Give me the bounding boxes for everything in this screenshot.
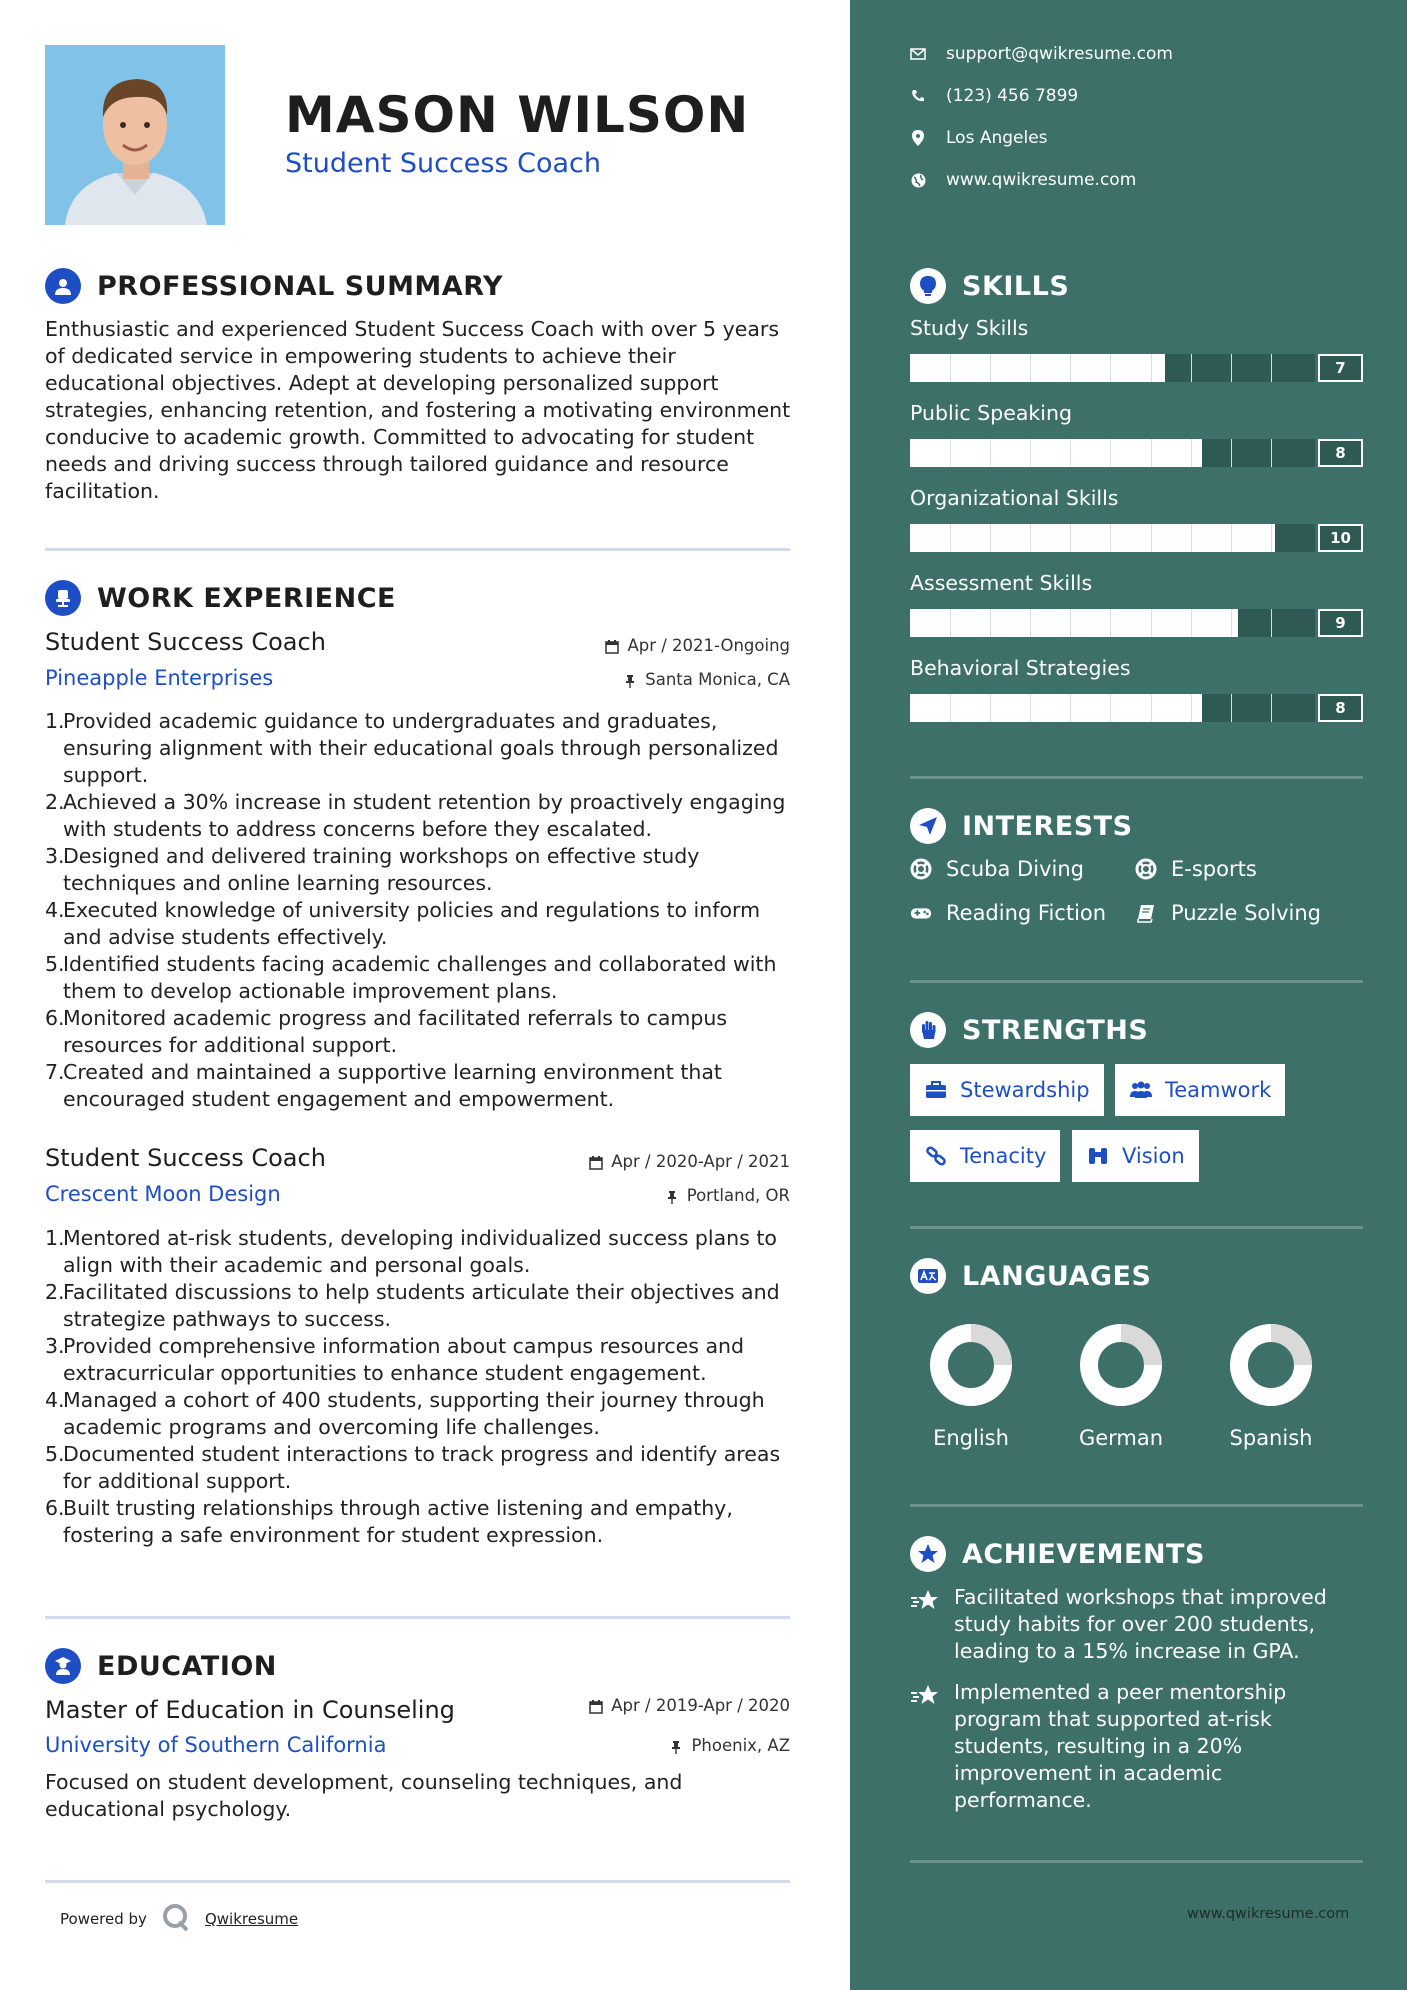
language-label: German [1078,1426,1164,1450]
phone-icon [910,88,926,104]
skill-score: 7 [1318,354,1363,382]
job-dates [605,636,790,655]
interests-title: INTERESTS [962,810,1133,842]
skill-bar-tick [1231,609,1232,637]
skill-bar-fill [910,439,1202,467]
skills-heading [910,268,1069,304]
lifebuoy-icon [910,858,932,880]
pin-icon [665,1189,679,1203]
strength-label: Teamwork [1165,1078,1272,1102]
skill-bar-tick [1110,354,1111,382]
skill-score: 10 [1318,524,1363,552]
list-item: 7. Created and maintained a supportive learning environment that encouraged student engagement and empowerment. [45,1060,722,1111]
skill-bar-tick [1110,524,1111,552]
skill-bar [910,609,1315,637]
skill-label: Behavioral Strategies [910,656,1131,680]
languages-heading [910,1258,1151,1294]
work-heading [45,580,396,616]
language-label: English [933,1426,1009,1450]
skill-bar-tick [1271,524,1272,552]
calendar-icon [589,1699,603,1713]
strength-chip [1115,1064,1285,1116]
calendar-icon [605,639,619,653]
binoculars-icon [1086,1146,1110,1166]
hand-icon [910,1012,946,1048]
skill-score: 8 [1318,694,1363,722]
interest-item [910,901,1106,925]
skill-bar [910,694,1315,722]
strength-label: Tenacity [960,1144,1047,1168]
languages-title: LANGUAGES [962,1260,1152,1292]
skill-bar-tick [1151,354,1152,382]
skill-bar-tick [990,439,991,467]
strengths-heading [910,1012,1148,1048]
skill-bar-tick [1231,439,1232,467]
job-dates-text: Apr / 2021-Ongoing [627,636,790,655]
skill-label: Study Skills [910,316,1029,340]
list-item: 3. Designed and delivered training workshops on effective study techniques and online learning resources. [45,844,700,895]
company-name: Crescent Moon Design [45,1182,281,1206]
skill-bar-tick [990,524,991,552]
divider [910,1860,1363,1863]
work-title: WORK EXPERIENCE [97,582,396,614]
skill-bar-tick [1271,694,1272,722]
divider [910,776,1363,779]
list-item: 4. Managed a cohort of 400 students, supporting their journey through academic programs and overcoming life challenges. [45,1388,765,1439]
skill-bar-fill [910,694,1202,722]
language-ring [1076,1320,1166,1410]
skill-bar-tick [1191,354,1192,382]
strength-chip [910,1130,1060,1182]
interest-item [910,857,1084,881]
skill-bar-tick [1070,694,1071,722]
duty-list [45,708,795,1113]
language-item [896,1320,1046,1450]
language-ring [926,1320,1016,1410]
strengths-title: STRENGTHS [962,1014,1149,1046]
pin-icon [669,1739,683,1753]
skill-score: 8 [1318,439,1363,467]
list-item: 5. Identified students facing academic challenges and collaborated with them to develop actionable improvement plans. [45,952,777,1003]
skill-bar-tick [1110,694,1111,722]
skill-bar-fill [910,354,1165,382]
user-icon [45,268,81,304]
achievement-text: Implemented a peer mentorship program that supported at-risk students, resulting in a 20% improvement in academic performance. [954,1680,1287,1812]
job-dates-text: Apr / 2020-Apr / 2021 [611,1152,790,1171]
skill-bar-tick [1110,439,1111,467]
skill-bar-tick [990,354,991,382]
list-item: 2. Achieved a 30% increase in student retention by proactively engaging with students to address concerns before they escalated. [45,790,786,841]
contact-website[interactable] [910,170,1136,190]
interest-label: Puzzle Solving [1171,901,1321,925]
contact-phone[interactable] [910,86,1078,106]
list-item: 6. Monitored academic progress and facilitated referrals to campus resources for additional support. [45,1006,728,1057]
skill-label: Organizational Skills [910,486,1119,510]
job-title: Student Success Coach [45,1144,326,1172]
achievement-text: Facilitated workshops that improved study habits for over 200 students, leading to a 15% increase in GPA. [954,1585,1327,1663]
skill-bar [910,524,1315,552]
strength-chip [1072,1130,1199,1182]
skill-bar-tick [1231,354,1232,382]
skill-bar-fill [910,524,1275,552]
skill-bar-tick [1231,694,1232,722]
graduate-icon [45,1648,81,1684]
brand-link[interactable]: Qwikresume [204,1910,299,1928]
strength-label: Vision [1122,1144,1185,1168]
skill-bar-tick [1030,439,1031,467]
achievements-title: ACHIEVEMENTS [962,1538,1205,1570]
email-text: support@qwikresume.com [946,44,1173,64]
list-item: 1. Mentored at-risk students, developing individualized success plans to align with their academic and personal goals. [45,1226,777,1277]
summary-heading [45,268,503,304]
education-heading [45,1648,277,1684]
job-dates [589,1152,790,1171]
education-dates [589,1696,790,1715]
job-location-text: Portland, OR [686,1186,790,1205]
interest-label: Scuba Diving [946,857,1084,881]
divider [910,1226,1363,1229]
skill-score: 9 [1318,609,1363,637]
skill-bar-tick [1231,524,1232,552]
skill-bar-tick [1271,439,1272,467]
lightbulb-icon [910,268,946,304]
briefcase-icon [924,1080,948,1100]
skill-bar-tick [1271,354,1272,382]
skill-bar-tick [990,609,991,637]
users-icon [1129,1080,1153,1100]
list-item: 3. Provided comprehensive information about campus resources and extracurricular opportunities to enhance student engagement. [45,1334,745,1385]
powered-by-label: Powered by [60,1910,147,1928]
paper-plane-icon [910,808,946,844]
achievement-item [910,1584,1350,1665]
interest-item [1135,857,1257,881]
job-title: Student Success Coach [45,628,326,656]
skill-bar-tick [1191,524,1192,552]
skill-bar-tick [950,439,951,467]
achievement-item [910,1679,1350,1814]
divider [45,1616,790,1619]
skill-bar-tick [1030,354,1031,382]
candidate-name: MASON WILSON [285,86,750,144]
skill-bar-tick [1151,609,1152,637]
summary-title: PROFESSIONAL SUMMARY [97,270,504,302]
job-location [665,1186,790,1205]
skill-bar-tick [1151,694,1152,722]
skill-bar-tick [1151,439,1152,467]
list-item: 2. Facilitated discussions to help students articulate their objectives and strategize pathways to success. [45,1280,780,1331]
degree-title: Master of Education in Counseling [45,1696,455,1724]
calendar-icon [589,1155,603,1169]
translate-icon [910,1258,946,1294]
profile-photo [45,45,225,225]
skill-bar-tick [1151,524,1152,552]
language-label: Spanish [1229,1426,1313,1450]
location-pin-icon [910,130,926,146]
divider [910,1504,1363,1507]
school-name: University of Southern California [45,1733,387,1757]
language-ring [1226,1320,1316,1410]
divider [45,548,790,551]
divider [45,1880,790,1883]
skill-label: Public Speaking [910,401,1072,425]
powered-by [60,1902,298,1936]
globe-icon [910,172,926,188]
skill-bar-tick [1070,524,1071,552]
skill-bar-tick [1110,609,1111,637]
strength-label: Stewardship [960,1078,1090,1102]
skill-bar-tick [1191,609,1192,637]
job-location [623,670,790,689]
language-item [1046,1320,1196,1450]
list-item: 6. Built trusting relationships through active listening and empathy, fostering a safe environment for student expression. [45,1496,733,1547]
divider [910,980,1363,983]
interest-label: E-sports [1171,857,1257,881]
envelope-icon [910,46,926,62]
education-description: Focused on student development, counseling techniques, and educational psychology. [45,1770,683,1821]
candidate-role: Student Success Coach [285,148,602,179]
book-icon [1135,902,1157,924]
interests-heading [910,808,1133,844]
contact-email[interactable] [910,44,1173,64]
star-icon [910,1584,944,1665]
job-location-text: Santa Monica, CA [645,670,790,689]
interest-label: Reading Fiction [946,901,1107,925]
skill-bar-tick [1271,609,1272,637]
skill-bar-tick [1070,439,1071,467]
chair-icon [45,580,81,616]
location-text: Los Angeles [946,128,1048,148]
list-item: 5. Documented student interactions to track progress and identify areas for additional support. [45,1442,781,1493]
gamepad-icon [910,902,932,924]
language-item [1196,1320,1346,1450]
skill-bar-tick [1070,609,1071,637]
education-title: EDUCATION [97,1650,277,1682]
education-location-text: Phoenix, AZ [691,1736,790,1755]
footer-website[interactable]: www.qwikresume.com [1187,1906,1350,1922]
achievements-heading [910,1536,1205,1572]
skill-bar-tick [1191,694,1192,722]
list-item: 4. Executed knowledge of university policies and regulations to inform and advise students effectively. [45,898,761,949]
link-icon [924,1146,948,1166]
star-badge-icon [910,1536,946,1572]
star-icon [910,1679,944,1814]
list-item: 1. Provided academic guidance to undergraduates and graduates, ensuring alignment with their educational goals through personalized support. [45,709,779,787]
skill-bar-tick [1191,439,1192,467]
duty-list [45,1225,795,1549]
skill-bar [910,439,1315,467]
skill-bar-tick [950,609,951,637]
company-name: Pineapple Enterprises [45,666,274,690]
summary-text: Enthusiastic and experienced Student Success Coach with over 5 years of dedicated service in empowering students to achieve their educational objectives. Adept at developing personalized support strategies, enhancing retention, and fostering a motivating environment conducive to academic growth. Committed to advocating for student needs and driving success through tailored guidance and resource facilitation. [45,317,791,503]
skill-bar [910,354,1315,382]
skill-bar-tick [1030,524,1031,552]
lifebuoy-icon [1135,858,1157,880]
education-location [669,1736,790,1755]
website-text: www.qwikresume.com [946,170,1137,190]
skill-bar-tick [950,694,951,722]
skill-bar-fill [910,609,1238,637]
skill-bar-tick [950,524,951,552]
skill-bar-tick [1030,609,1031,637]
pin-icon [623,673,637,687]
skill-label: Assessment Skills [910,571,1093,595]
skill-bar-tick [990,694,991,722]
skill-bar-tick [1030,694,1031,722]
strength-chip [910,1064,1104,1116]
phone-text: (123) 456 7899 [946,86,1079,106]
contact-location [910,128,1048,148]
interest-item [1135,901,1321,925]
skill-bar-tick [1070,354,1071,382]
education-dates-text: Apr / 2019-Apr / 2020 [611,1696,790,1715]
skill-bar-tick [950,354,951,382]
skills-title: SKILLS [962,270,1070,302]
qwikresume-logo-icon [161,1902,191,1936]
